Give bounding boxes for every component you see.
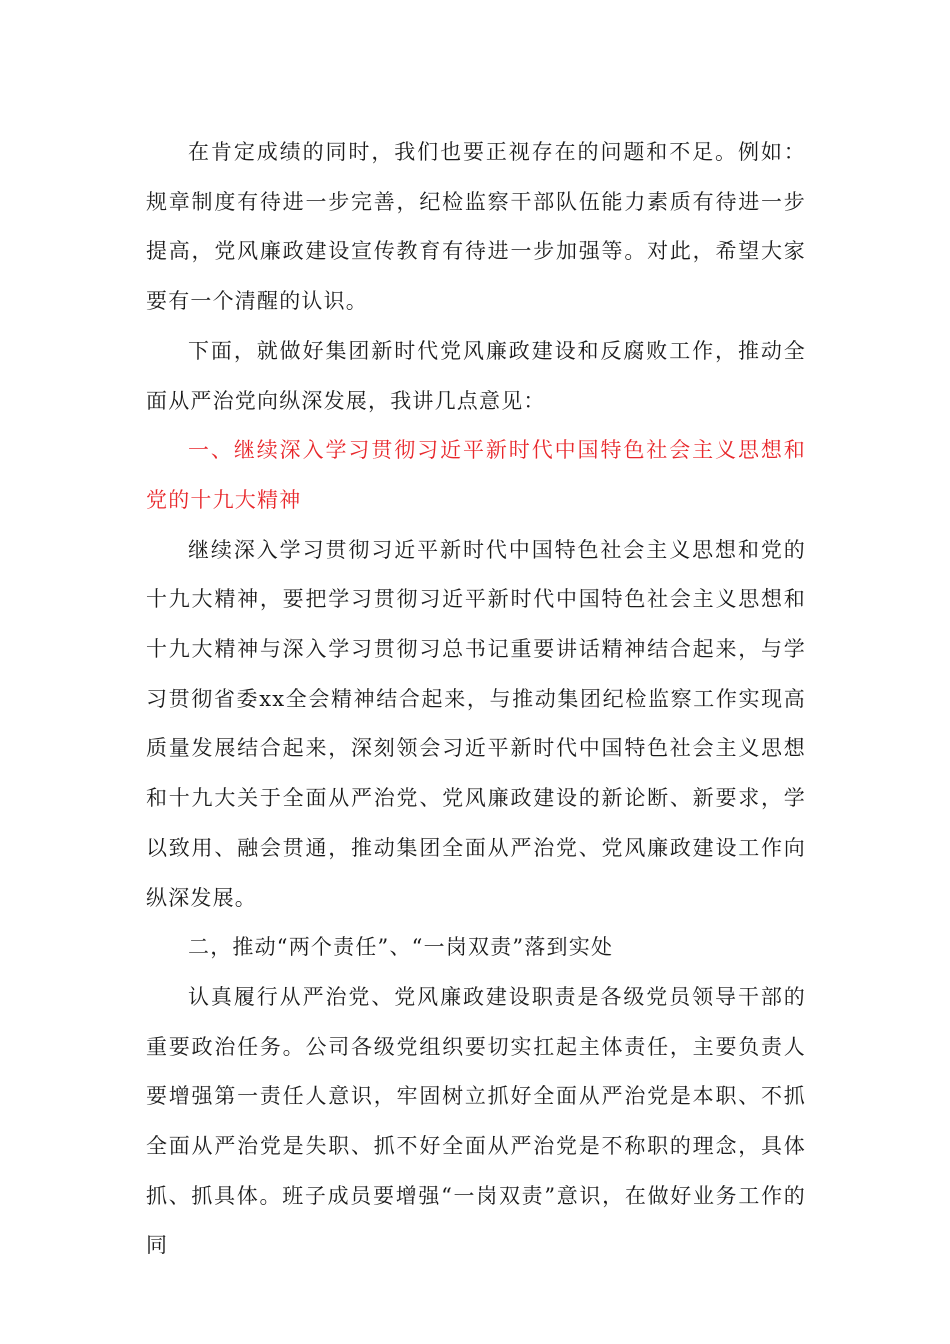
paragraph-intro-opinions: 下面，就做好集团新时代党风廉政建设和反腐败工作，推动全面从严治党向纵深发展，我讲几点意见： [146,338,806,413]
paragraph-section-1: 继续深入学习贯彻习近平新时代中国特色社会主义思想和党的十九大精神，要把学习贯彻习近平新时代中国特色社会主义思想和十九大精神与深入学习贯彻习总书记重要讲话精神结合起来，与学习贯彻省委xx全会精神结合起来，与推动集团纪检监察工作实现高质量发展结合起来，深刻领会习近平新时代中国特色社会主义思想和十九大关于全面从严治党、党风廉政建设的新论断、新要求，学以致用、融会贯通，推动集团全面从严治党、党风廉政建设工作向纵深发展。 [146,537,806,910]
document-body [146,128,806,1271]
section-heading-1: 一、继续深入学习贯彻习近平新时代中国特色社会主义思想和党的十九大精神 [146,438,806,512]
paragraph-section-2: 认真履行从严治党、党风廉政建设职责是各级党员领导干部的重要政治任务。公司各级党组织要切实扛起主体责任，主要负责人要增强第一责任人意识，牢固树立抓好全面从严治党是本职、不抓全面从严治党是失职、抓不好全面从严治党是不称职的理念，具体抓、抓具体。班子成员要增强“一岗双责”意识，在做好业务工作的同 [146,984,806,1258]
paragraph-problems: 在肯定成绩的同时，我们也要正视存在的问题和不足。例如：规章制度有待进一步完善，纪检监察干部队伍能力素质有待进一步提高，党风廉政建设宣传教育有待进一步加强等。对此，希望大家要有一个清醒的认识。 [146,140,806,314]
section-heading-2: 二，推动“两个责任”、“一岗双责”落到实处 [188,935,614,960]
